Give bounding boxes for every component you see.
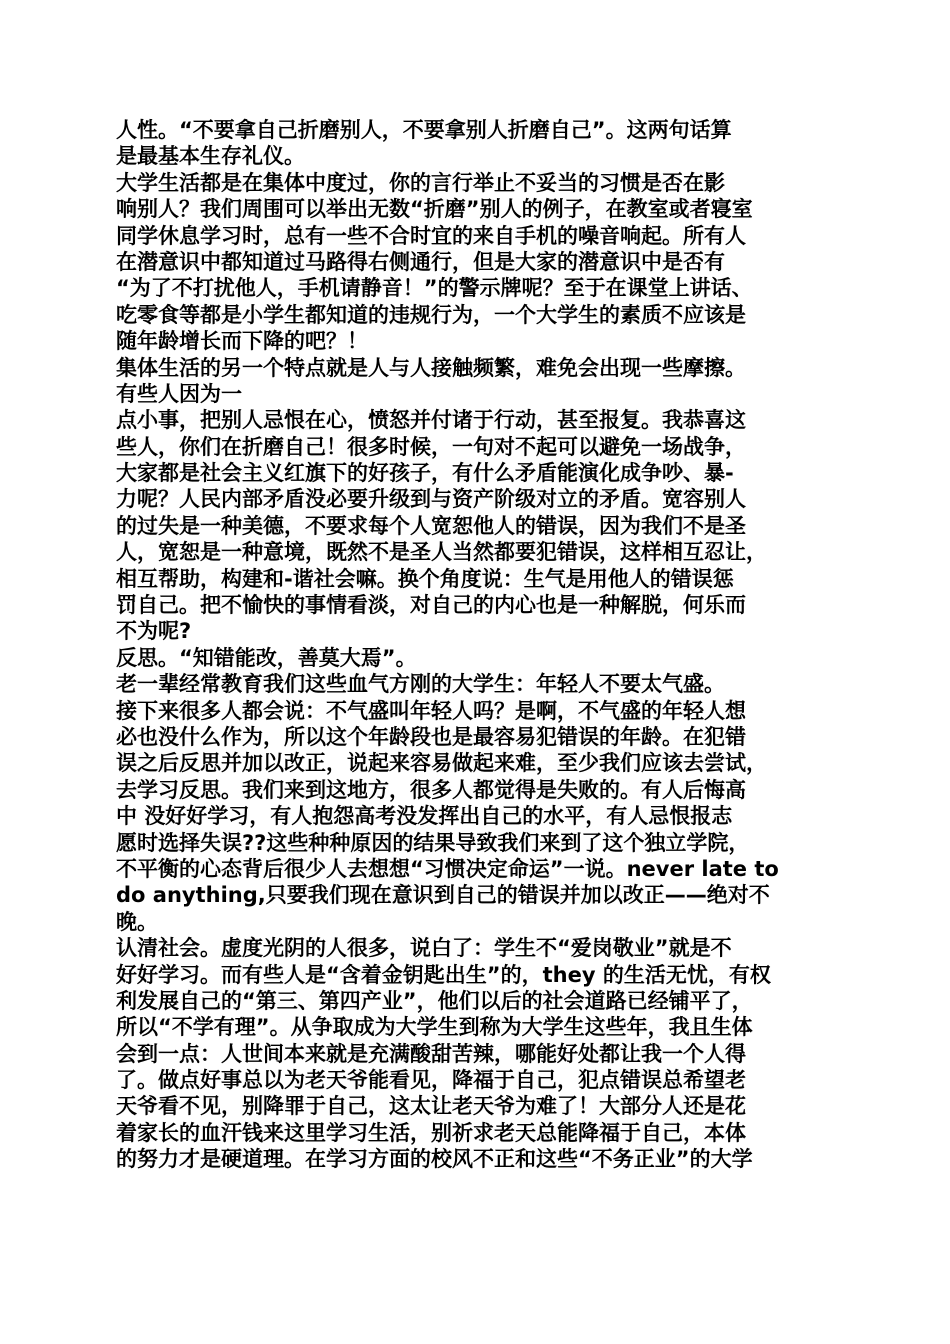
text-line: 的努力才是硬道理。在学习方面的校风不正和这些“不务正业”的大学	[116, 1147, 753, 1172]
text-line: 大学生活都是在集体中度过，你的言行举止不妥当的习惯是否在影	[116, 170, 725, 195]
text-line: 大家都是社会主义红旗下的好孩子，有什么矛盾能演化成争吵、暴-	[116, 461, 734, 486]
text-line: 不为呢?	[116, 619, 192, 644]
text-line: 在潜意识中都知道过马路得右侧通行，但是大家的潜意识中是否有	[116, 249, 725, 274]
text-line: 了。做点好事总以为老天爷能看见，降福于自己，犯点错误总希望老	[116, 1068, 746, 1093]
text-line: 老一辈经常教育我们这些血气方刚的大学生：年轻人不要太气盛。	[116, 672, 725, 697]
text-line: 吃零食等都是小学生都知道的违规行为，一个大学生的素质不应该是	[116, 302, 746, 327]
text-line: 去学习反思。我们来到这地方，很多人都觉得是失败的。有人后悔高	[116, 777, 746, 802]
text-line: 好好学习。而有些人是“含着金钥匙出生”的，they 的生活无忧，有权	[116, 962, 771, 987]
text-line: 接下来很多人都会说：不气盛叫年轻人吗？是啊，不气盛的年轻人想	[116, 698, 746, 723]
text-line: “为了不打扰他人，手机请静音！”的警示牌呢？至于在课堂上讲话、	[116, 276, 753, 301]
text-line: 必也没什么作为，所以这个年龄段也是最容易犯错误的年龄。在犯错	[116, 724, 746, 749]
text-line: 人，宽恕是一种意境，既然不是圣人当然都要犯错误，这样相互忍让，	[116, 540, 767, 565]
text-line: 会到一点：人世间本来就是充满酸甜苦辣，哪能好处都让我一个人得	[116, 1041, 746, 1066]
text-line: 不平衡的心态背后很少人去想想“习惯决定命运”一说。never late to	[116, 856, 779, 881]
text-line: 所以“不学有理”。从争取成为大学生到称为大学生这些年，我且生体	[116, 1015, 753, 1040]
text-line: 随年龄增长而下降的吧？！	[116, 329, 368, 354]
text-line: 些人，你们在折磨自己！很多时候，一句对不起可以避免一场战争，	[116, 434, 746, 459]
text-line: 集体生活的另一个特点就是人与人接触频繁，难免会出现一些摩擦。	[116, 355, 746, 380]
text-line: 愿时选择失误??这些种种原因的结果导致我们来到了这个独立学院，	[116, 830, 750, 855]
text-line: 天爷看不见，别降罪于自己，这太让老天爷为难了！大部分人还是花	[116, 1094, 746, 1119]
text-line: 中 没好好学习，有人抱怨高考没发挥出自己的水平，有人忌恨报志	[116, 804, 733, 829]
text-line: 有些人因为一	[116, 381, 242, 406]
text-line: 误之后反思并加以改正，说起来容易做起来难，至少我们应该去尝试，	[116, 751, 767, 776]
text-line: 着家长的血汗钱来这里学习生活，别祈求老天总能降福于自己，本体	[116, 1120, 746, 1145]
text-line: 认清社会。虚度光阴的人很多，说白了：学生不“爱岗敬业”就是不	[116, 936, 732, 961]
text-line: 是最基本生存礼仪。	[116, 144, 305, 169]
text-line: 晚。	[116, 909, 158, 934]
text-line: 相互帮助，构建和-谐社会嘛。换个角度说：生气是用他人的错误惩	[116, 566, 734, 591]
text-line: 点小事，把别人忌恨在心，愤怒并付诸于行动，甚至报复。我恭喜这	[116, 408, 746, 433]
text-line: 利发展自己的“第三、第四产业”，他们以后的社会道路已经铺平了，	[116, 988, 753, 1013]
text-line: 响别人？我们周围可以举出无数“折磨”别人的例子，在教室或者寝室	[116, 197, 753, 222]
text-line: 罚自己。把不愉快的事情看淡，对自己的内心也是一种解脱，何乐而	[116, 593, 746, 618]
document-body	[116, 117, 848, 1173]
text-line: 力呢？人民内部矛盾没必要升级到与资产阶级对立的矛盾。宽容别人	[116, 487, 746, 512]
text-line: 反思。“知错能改，善莫大焉”。	[116, 645, 417, 670]
text-line: 的过失是一种美德，不要求每个人宽恕他人的错误，因为我们不是圣	[116, 513, 746, 538]
text-line: 同学休息学习时，总有一些不合时宜的来自手机的噪音响起。所有人	[116, 223, 746, 248]
text-line: do anything,只要我们现在意识到自己的错误并加以改正——绝对不	[116, 883, 770, 908]
text-line: 人性。“不要拿自己折磨别人，不要拿别人折磨自己”。这两句话算	[116, 118, 732, 142]
